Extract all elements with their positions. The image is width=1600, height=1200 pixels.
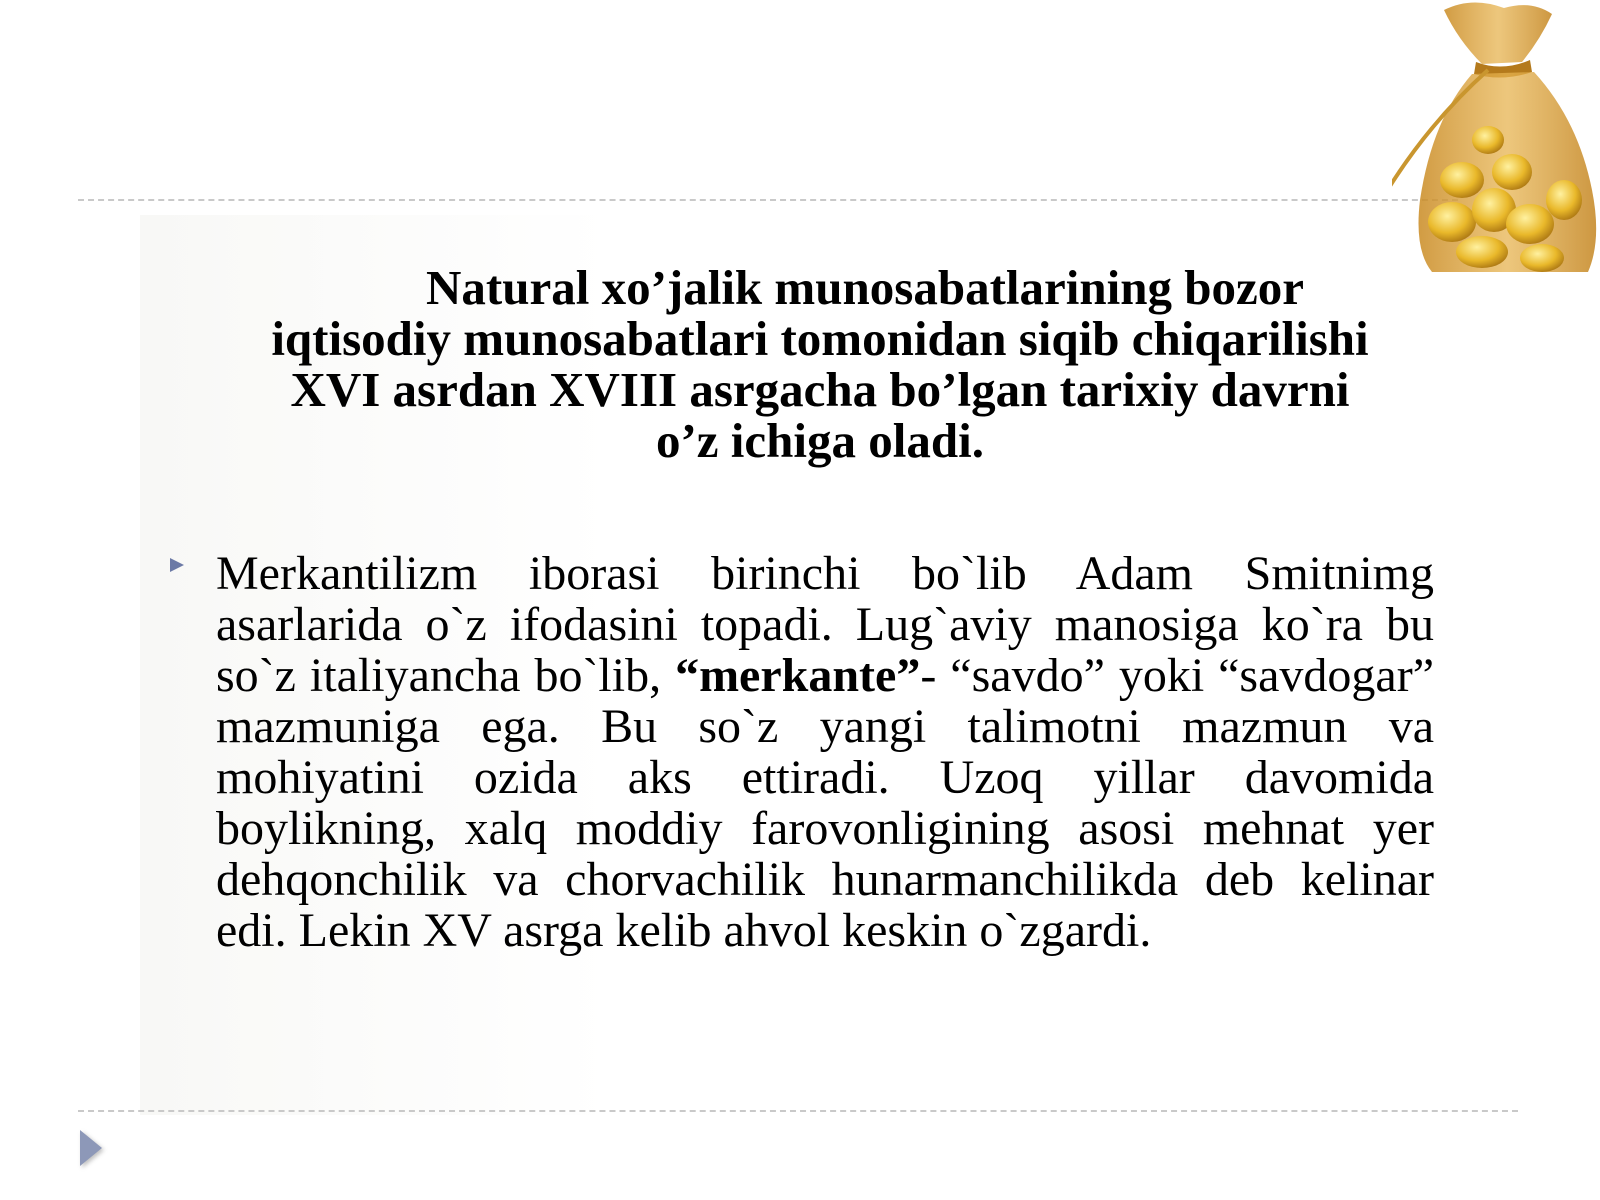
next-arrow-icon[interactable] <box>80 1130 102 1166</box>
money-bag-icon <box>1392 0 1600 280</box>
top-divider <box>78 199 1458 201</box>
title-line: o’z ichiga oladi. <box>655 413 985 468</box>
paragraph-text-end: - “savdo” yoki “savdogar” mazmuniga ega. Bu so`z yangi talimotni mazmun va mohiyatini ozida aks ettiradi. Uzoq yillar davomida boylikning, xalq moddiy farovonligining asosi mehnat yer dehqonchilik va chorvachilik hunarmanchilikda deb kelinar edi. Lekin XV asrga kelib ahvol keskin o`zgardi. <box>216 649 1435 957</box>
bottom-divider <box>78 1110 1518 1112</box>
bold-term: “merkante” <box>675 649 921 702</box>
triangle-bullet-icon <box>170 558 184 572</box>
title-line: XVI asrdan XVIII asrgacha bo’lgan tarixiy davrni <box>290 362 1350 417</box>
bullet-paragraph <box>216 548 1434 956</box>
title-line: Natural xo’jalik munosabatlarining bozor <box>426 260 1304 315</box>
slide-title <box>225 262 1415 466</box>
paragraph-text-start: Merkantilizm iborasi birinchi bo`lib Adam Smitnimg asarlarida o`z ifodasini topadi. Lug`aviy manosiga ko`ra bu so`z italiyancha bo`lib, <box>216 547 1434 702</box>
title-line: iqtisodiy munosabatlari tomonidan siqib chiqarilishi <box>271 311 1369 366</box>
